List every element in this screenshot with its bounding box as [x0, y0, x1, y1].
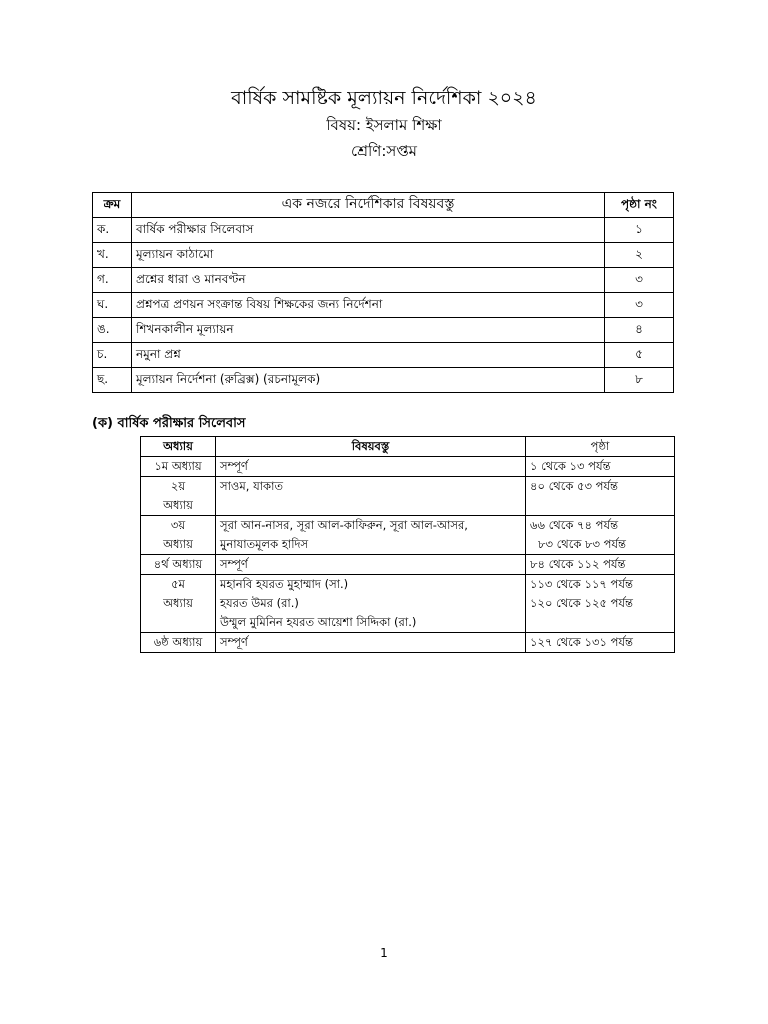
syllabus-pages — [526, 477, 675, 516]
syllabus-pages — [526, 633, 675, 653]
syllabus-row — [141, 477, 675, 516]
chapter-line: অধ্যায় — [163, 596, 193, 610]
toc-row — [93, 343, 674, 368]
toc-topic: প্রশ্নপত্র প্রণয়ন সংক্রান্ত বিষয় শিক্ষকের জন্য নির্দেশনা — [132, 293, 605, 318]
chapter-line: ৪র্থ অধ্যায় — [153, 557, 203, 571]
toc-row — [93, 268, 674, 293]
syllabus-table — [140, 436, 675, 653]
syllabus-row — [141, 575, 675, 633]
syllabus-pages — [526, 457, 675, 477]
syllabus-chapter — [141, 516, 216, 555]
content-line: উম্মুল মুমিনিন হযরত আয়েশা সিদ্দিকা (রা.) — [220, 615, 417, 629]
syllabus-chapter — [141, 477, 216, 516]
pages-line: ১২০ থেকে ১২৫ পর্যন্ত — [530, 596, 633, 610]
content-line: সূরা আন-নাসর, সূরা আল-কাফিরুন, সূরা আল-আসর, — [220, 518, 468, 532]
syllabus-header-row — [141, 437, 675, 457]
toc-row — [93, 318, 674, 343]
pages-line: ৪০ থেকে ৫৩ পর্যন্ত — [530, 479, 618, 493]
syllabus-pages — [526, 555, 675, 575]
syllabus-chapter — [141, 633, 216, 653]
toc-topic: বার্ষিক পরীক্ষার সিলেবাস — [132, 218, 605, 243]
syllabus-content — [216, 555, 526, 575]
syllabus-pages — [526, 575, 675, 633]
toc-row — [93, 218, 674, 243]
toc-topic: মূল্যায়ন নির্দেশনা (রুব্রিক্স) (রচনামূলক) — [132, 368, 605, 393]
syllabus-chapter — [141, 457, 216, 477]
content-line: সাওম, যাকাত — [220, 479, 284, 493]
syllabus-row — [141, 457, 675, 477]
toc-serial: গ. — [93, 268, 132, 293]
pages-line: ১২৭ থেকে ১৩১ পর্যন্ত — [530, 635, 633, 649]
pages-line: ৮৩ থেকে ৮৩ পর্যন্ত — [538, 537, 626, 551]
toc-topic: শিখনকালীন মূল্যায়ন — [132, 318, 605, 343]
chapter-line: ২য় — [170, 479, 186, 493]
pages-line: ১১৩ থেকে ১১৭ পর্যন্ত — [530, 577, 633, 591]
toc-page: ২ — [605, 243, 674, 268]
syllabus-content — [216, 457, 526, 477]
syllabus-chapter — [141, 575, 216, 633]
toc-header-topic: এক নজরে নির্দেশিকার বিষয়বস্তু — [132, 193, 605, 218]
chapter-line: ১ম অধ্যায় — [154, 459, 202, 473]
toc-page: ১ — [605, 218, 674, 243]
content-line: মহানবি হযরত মুহাম্মাদ (সা.) — [220, 577, 349, 591]
chapter-line: ৩য় — [170, 518, 186, 532]
document-subject: বিষয়: ইসলাম শিক্ষা — [326, 116, 442, 134]
pages-line: ১ থেকে ১৩ পর্যন্ত — [530, 459, 611, 473]
toc-serial: ঘ. — [93, 293, 132, 318]
syllabus-content — [216, 477, 526, 516]
content-line: হযরত উমর (রা.) — [220, 596, 299, 610]
page-number: 1 — [380, 946, 388, 960]
pages-line: ৮৪ থেকে ১১২ পর্যন্ত — [530, 557, 626, 571]
syllabus-row — [141, 555, 675, 575]
syllabus-content — [216, 516, 526, 555]
syllabus-row — [141, 516, 675, 555]
toc-serial: ঙ. — [93, 318, 132, 343]
chapter-line: ৫ম — [171, 577, 185, 591]
toc-page: ৩ — [605, 268, 674, 293]
toc-header-serial: ক্রম — [93, 193, 132, 218]
content-line: সম্পূর্ণ — [220, 557, 248, 571]
syllabus-header-chapter: অধ্যায় — [141, 437, 216, 457]
syllabus-pages — [526, 516, 675, 555]
toc-serial: চ. — [93, 343, 132, 368]
toc-topic: নমুনা প্রশ্ন — [132, 343, 605, 368]
toc-page: ৫ — [605, 343, 674, 368]
content-line: সম্পূর্ণ — [220, 459, 248, 473]
syllabus-content — [216, 575, 526, 633]
syllabus-chapter — [141, 555, 216, 575]
toc-serial: ক. — [93, 218, 132, 243]
syllabus-header-content: বিষয়বস্তু — [216, 437, 526, 457]
content-line: মুনাযাতমূলক হাদিস — [220, 537, 309, 551]
toc-serial: ছ. — [93, 368, 132, 393]
toc-serial: খ. — [93, 243, 132, 268]
toc-row — [93, 243, 674, 268]
toc-page: ৩ — [605, 293, 674, 318]
document-class: শ্রেণি:সপ্তম — [351, 142, 417, 160]
document-title: বার্ষিক সামষ্টিক মূল্যায়ন নির্দেশিকা ২০২৪ — [231, 87, 537, 109]
toc-topic: মূল্যায়ন কাঠামো — [132, 243, 605, 268]
chapter-line: অধ্যায় — [163, 537, 193, 551]
toc-header-page: পৃষ্ঠা নং — [605, 193, 674, 218]
title-block — [0, 84, 768, 164]
syllabus-row — [141, 633, 675, 653]
chapter-line: ৬ষ্ঠ অধ্যায় — [153, 635, 203, 649]
toc-table — [92, 192, 674, 393]
content-line: সম্পূর্ণ — [220, 635, 248, 649]
syllabus-heading: (ক) বার্ষিক পরীক্ষার সিলেবাস — [92, 416, 246, 431]
toc-page: ৮ — [605, 368, 674, 393]
toc-row — [93, 293, 674, 318]
toc-topic: প্রশ্নের ধারা ও মানবণ্টন — [132, 268, 605, 293]
pages-line: ৬৬ থেকে ৭৪ পর্যন্ত — [530, 518, 618, 532]
syllabus-header-pages: পৃষ্ঠা — [526, 437, 675, 457]
toc-row — [93, 368, 674, 393]
toc-page: ৪ — [605, 318, 674, 343]
chapter-line: অধ্যায় — [163, 498, 193, 512]
toc-header-row — [93, 193, 674, 218]
syllabus-content — [216, 633, 526, 653]
